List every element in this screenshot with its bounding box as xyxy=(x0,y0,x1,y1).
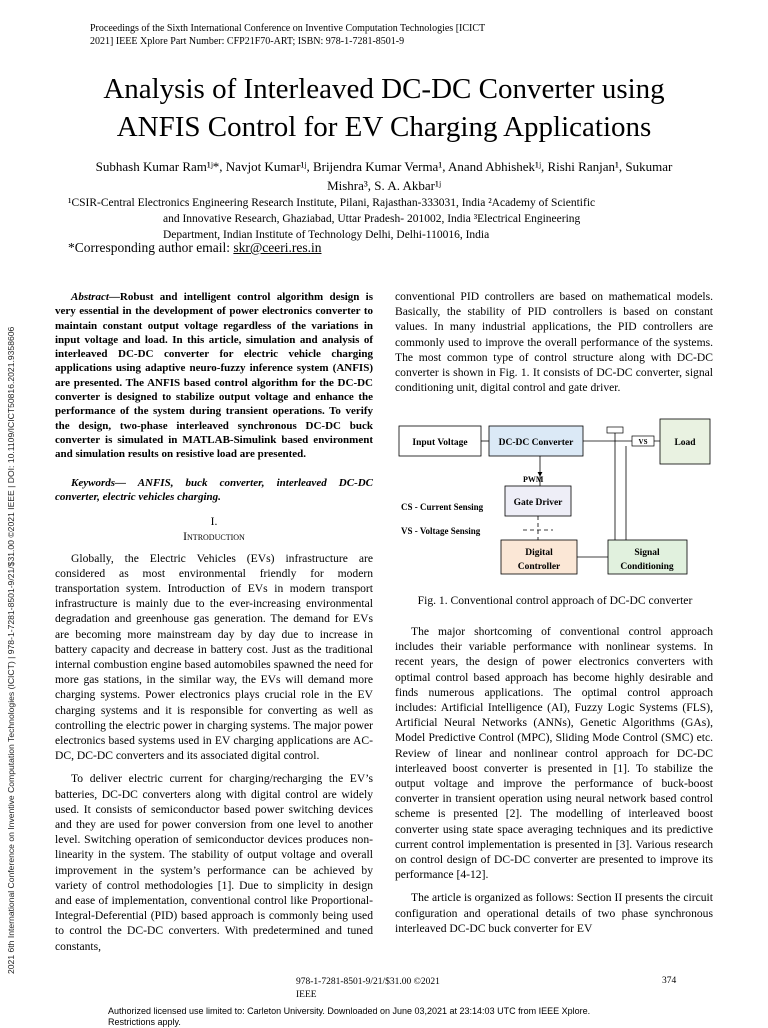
corresponding-author xyxy=(68,240,322,256)
digital-label-2: Controller xyxy=(517,562,561,572)
corresponding-email-link[interactable]: skr@ceeri.res.in xyxy=(233,240,322,255)
footer-price-line-2: IEEE xyxy=(296,990,317,1000)
proceedings-line-2: 2021] IEEE Xplore Part Number: CFP21F70-ART; ISBN: 978-1-7281-8501-9 xyxy=(90,36,405,47)
digital-label-1: Digital xyxy=(525,548,553,558)
block-diagram xyxy=(395,418,715,588)
doi-sidebar xyxy=(2,242,22,974)
keywords-text: ANFIS, buck converter, interleaved DC-DC converter, electric vehicles charging. xyxy=(55,476,374,503)
signal-label-1: Signal xyxy=(634,548,660,558)
corresponding-label: *Corresponding author email: xyxy=(68,240,234,255)
license-line-2: Restrictions apply. xyxy=(108,1017,181,1027)
section-number: I. xyxy=(210,515,218,529)
right-paragraph-2: The article is organized as follows: Section II presents the circuit configuration and operational details of two phase synchronous interleaved DC-DC buck converter for EV xyxy=(395,891,713,935)
signal-label-2: Conditioning xyxy=(620,562,674,572)
keywords xyxy=(55,476,373,505)
load-label: Load xyxy=(674,438,696,448)
affiliation-line-2: and Innovative Research, Ghaziabad, Uttar Pradesh- 201002, India ³Electrical Engineering xyxy=(163,213,581,225)
current-sense-box xyxy=(607,427,623,433)
affiliation-line-1: ¹CSIR-Central Electronics Engineering Research Institute, Pilani, Rajasthan-333031, India ²Academy of Scientific xyxy=(68,197,596,209)
page-number: 374 xyxy=(662,976,677,986)
proceedings-line-1: Proceedings of the Sixth International Conference on Inventive Computation Technologies [ICICT xyxy=(90,23,486,34)
keywords-label: Keywords— xyxy=(71,476,138,489)
right-paragraph-top: conventional PID controllers are based on mathematical models. Basically, the stability of PID controllers is based on constant values. In many industrial applications, the PID controllers are commonly used to improve the overall performance of the systems. The most common type of control structure along with DC-DC converter is shown in Fig. 1. It consists of DC-DC converter, signal conditioning unit, digital control and gate driver. xyxy=(395,290,713,395)
paper-title xyxy=(40,70,728,146)
abstract xyxy=(55,290,373,462)
dcdc-converter-label: DC-DC Converter xyxy=(498,438,574,448)
author-list xyxy=(60,157,708,195)
affiliations xyxy=(68,195,698,243)
title-line-2: ANFIS Control for EV Charging Applications xyxy=(116,111,652,143)
footer-copyright xyxy=(296,976,440,1002)
abstract-dash: — xyxy=(108,291,120,303)
pwm-label: PWM xyxy=(523,475,544,484)
abstract-text: Robust and intelligent control algorithm design is very essential in the development of power electronics converter to maintain constant output voltage regardless of the variations in input voltage and load. In this article, simulation and analysis of interleaved DC-DC converter for electric vehicle charging applications using adaptive neuro-fuzzy inference system (ANFIS) are presented. The ANFIS based control algorithm for the DC-DC converter is designed to stabilize output voltage and enhance the performance of the system during transient operations. To verify the design, two-phase interleaved synchronous DC-DC buck converter is simulated in MATLAB-Simulink based environment and simulation results on resistive load are presented. xyxy=(55,291,373,461)
authors-line-1: Subhash Kumar Ram¹ʲ*, Navjot Kumar¹ʲ, Brijendra Kumar Verma¹, Anand Abhishek¹ʲ, Rishi Ranjan¹, Sukumar xyxy=(95,159,673,174)
proceedings-header xyxy=(90,22,510,48)
affiliation-line-3: Department, Indian Institute of Technology Delhi, Delhi-110016, India xyxy=(163,229,490,241)
intro-paragraph-1: Globally, the Electric Vehicles (EVs) infrastructure are considered as most environmental friendly for modern transportation system. Introduction of EVs in modern transport infrastructure is mainly due to the ever-increasing environmental degradation and greenhouse gas generation. The demand for EVs are becoming more mainstream day by day due to increase in battery capacity and decrease in battery cost. Just as the traditional internal combustion engine based automobiles spawned the need for more gas stations, in the similar way, the EVs will demand more charging systems. Power electronics plays crucial role in the EV charging systems and it is responsible for converting as well as controlling the electric power in charging systems. The major power electronics based systems used in EV charging applications are AC-DC, DC-DC converters and its associated digital control. xyxy=(55,551,373,763)
right-paragraph-1: The major shortcoming of conventional control approach includes their variable performance with nonlinear systems. In recent years, the design of power electronics converters with optimal control based approach has become highly desirable and finds numerous applications. The optimal control approach includes: Artificial Intelligence (AI), Fuzzy Logic Systems (FLS), Artificial Neural Networks (ANNs), Genetic Algorithms (GAs), Model Predictive Control (MPC), Sliding Mode Control (SMC) etc. Review of linear and nonlinear control approach for DC-DC interleaved boost converter is presented in [1]. To stabilize the output voltage and improve the performance of buck-boost converter in transient operation using neural network based control scheme is presented [2]. The modelling of interleaved boost converter using state space averaging techniques and its predictive current control implementation is presented in [3]. Various research on control design of DC-DC converter are presented to improve its performance [4-12]. xyxy=(395,625,713,882)
input-voltage-label: Input Voltage xyxy=(412,438,468,448)
section-title: Introduction xyxy=(183,530,245,544)
right-column-bottom xyxy=(395,624,713,944)
gate-driver-label: Gate Driver xyxy=(513,498,563,508)
cs-legend: CS - Current Sensing xyxy=(401,502,484,512)
abstract-label: Abstract xyxy=(71,291,109,303)
left-column xyxy=(55,290,373,962)
footer-price-line-1: 978-1-7281-8501-9/21/$31.00 ©2021 xyxy=(296,977,440,987)
doi-sidebar-text: 2021 6th International Conference on Inventive Computation Technologies (ICICT) | 978-1-7281-8501-9/21/$31.00 ©2021 IEEE | DOI: 10.1109/ICICT50816.2021.9358606 xyxy=(6,326,16,974)
right-column-top xyxy=(395,289,713,403)
authors-line-2: Mishra³, S. A. Akbar¹ʲ xyxy=(327,178,441,193)
license-line-1: Authorized licensed use limited to: Carleton University. Downloaded on June 03,2021 at 23:14:03 UTC from IEEE Xplore. xyxy=(108,1006,591,1016)
vs-box-label: VS xyxy=(638,438,648,446)
intro-paragraph-2: To deliver electric current for charging/recharging the EV’s batteries, DC-DC converters along with digital control are widely used. It consists of semiconductor based power switching devices and they are used for power conversion from one level to another level. Switching operation of semiconductor devices produces non-linearity in the system. The stability of output voltage and overall improvement in the system’s performance can be achieved by variety of control methodologies [1]. Due to simplicity in design and ease of implementation, conventional control like Proportional-Integral-Deferential (PID) based approach is commonly being used to control the DC-DC converters. With predetermined and tuned constants, xyxy=(55,772,373,953)
title-line-1: Analysis of Interleaved DC-DC Converter using xyxy=(103,73,665,105)
license-notice xyxy=(108,1006,590,1028)
vs-legend: VS - Voltage Sensing xyxy=(401,526,481,536)
figure-caption: Fig. 1. Conventional control approach of DC-DC converter xyxy=(417,594,693,607)
